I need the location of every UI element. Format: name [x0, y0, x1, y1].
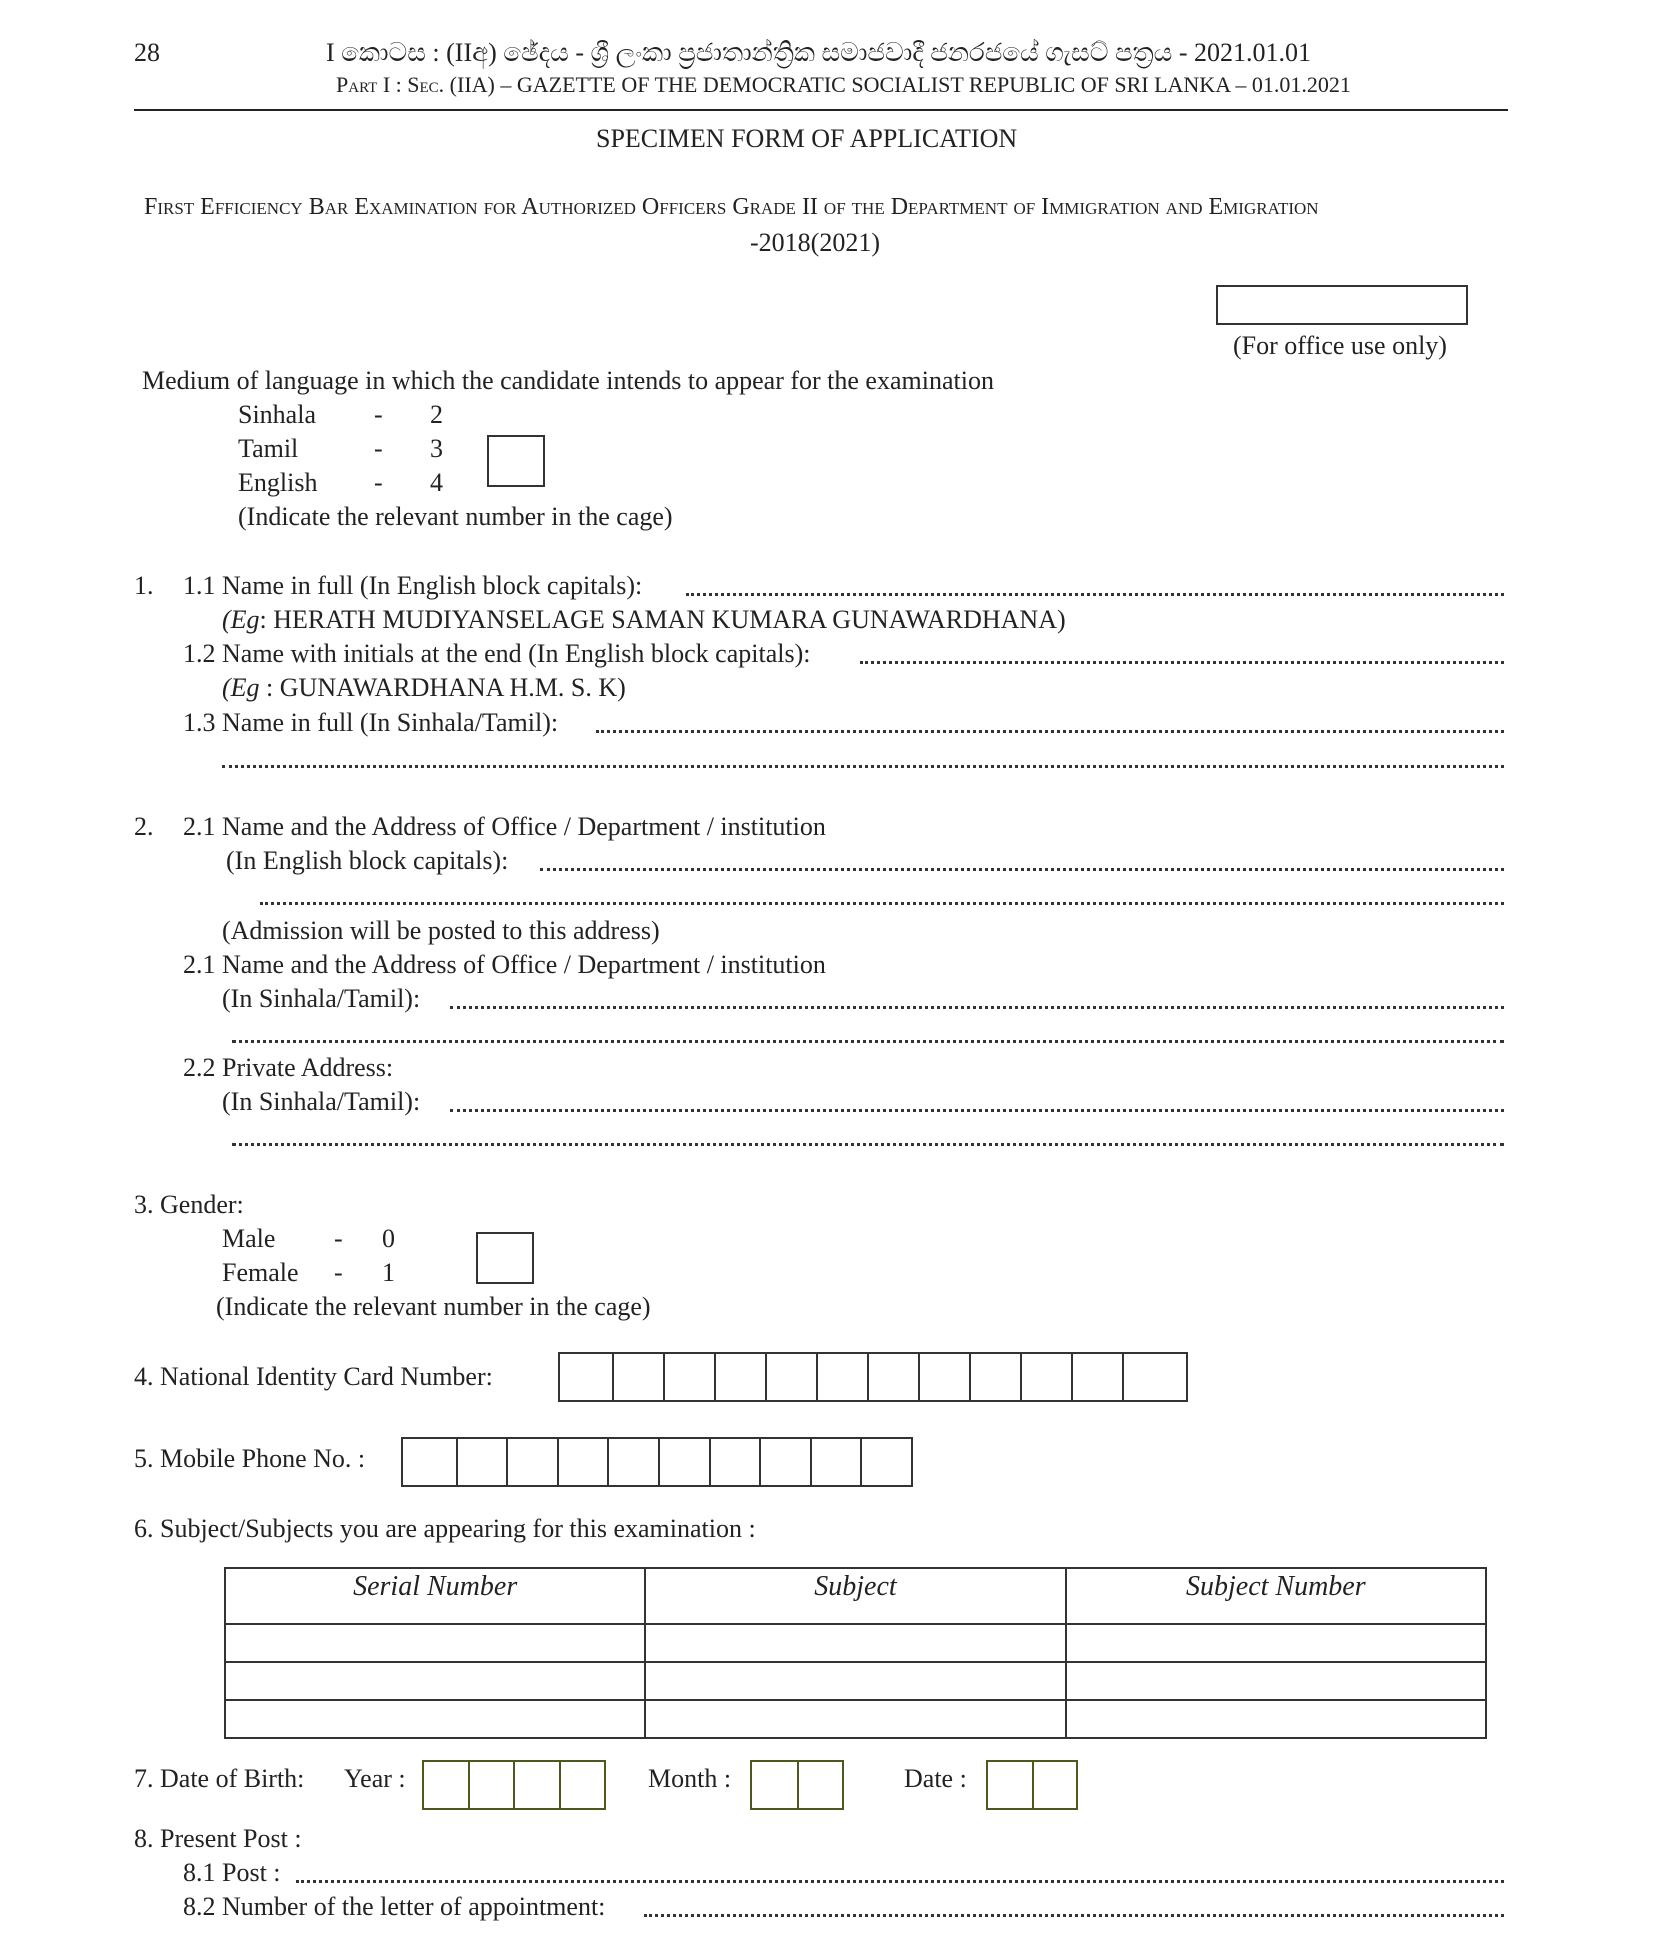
dob-year-label: Year : [344, 1764, 406, 1793]
mobile-digit-cell[interactable] [709, 1439, 760, 1485]
medium-option-label: Tamil [238, 434, 299, 463]
gender-label: 3. Gender: [134, 1190, 244, 1219]
nic-digit-cell[interactable] [918, 1354, 969, 1400]
office-address-english-field-line2[interactable] [260, 902, 1504, 905]
year-digit-cell[interactable] [513, 1762, 559, 1808]
nic-digit-cell[interactable] [765, 1354, 816, 1400]
name-initials-field[interactable] [860, 661, 1504, 664]
mobile-digit-cell[interactable] [557, 1439, 608, 1485]
mobile-label: 5. Mobile Phone No. : [134, 1444, 366, 1473]
mobile-digit-cell[interactable] [860, 1439, 911, 1485]
office-address-english-sub: (In English block capitals): [226, 846, 509, 875]
name-initials-label: 1.2 Name with initials at the end (In English block capitals): [183, 639, 811, 668]
gender-option-label: Female [222, 1258, 299, 1287]
private-address-sub: (In Sinhala/Tamil): [222, 1087, 421, 1116]
dob-month-label: Month : [648, 1764, 732, 1793]
private-address-label: 2.2 Private Address: [183, 1053, 394, 1082]
month-digit-cell[interactable] [797, 1762, 842, 1808]
mobile-digit-cell[interactable] [403, 1439, 456, 1485]
mobile-digit-cell[interactable] [506, 1439, 557, 1485]
exam-title-line2: -2018(2021) [750, 228, 880, 257]
form-heading: SPECIMEN FORM OF APPLICATION [596, 124, 1018, 153]
table-cell[interactable] [225, 1700, 645, 1738]
table-row [225, 1700, 1486, 1738]
medium-option-label: English [238, 468, 318, 497]
office-address-sinhala-field[interactable] [450, 1006, 1504, 1009]
column-header-serial-number: Serial Number [225, 1568, 645, 1624]
office-address-sinhala-label: 2.1 Name and the Address of Office / Department / institution [183, 950, 826, 979]
table-cell[interactable] [1066, 1700, 1486, 1738]
medium-prompt: Medium of language in which the candidate intends to appear for the examination [142, 366, 994, 395]
page-number: 28 [134, 38, 160, 67]
office-address-english-field[interactable] [540, 868, 1504, 871]
gender-option-dash: - [334, 1258, 343, 1287]
year-digit-cell[interactable] [559, 1762, 605, 1808]
date-digit-cell[interactable] [988, 1762, 1032, 1808]
example-text: : HERATH MUDIYANSELAGE SAMAN KUMARA GUNAWARDHANA) [259, 605, 1066, 634]
gender-note: (Indicate the relevant number in the cage) [216, 1292, 651, 1321]
office-address-sinhala-sub: (In Sinhala/Tamil): [222, 984, 421, 1013]
medium-option-code: 4 [430, 468, 443, 497]
dob-label: 7. Date of Birth: [134, 1764, 305, 1793]
nic-digit-cell[interactable] [714, 1354, 765, 1400]
exam-title-line1: First Efficiency Bar Examination for Authorized Officers Grade II of the Department of Immigration and Emigration [144, 194, 1319, 220]
office-address-sinhala-field-line2[interactable] [232, 1040, 1504, 1043]
year-digit-cell[interactable] [468, 1762, 514, 1808]
office-use-box[interactable] [1216, 285, 1468, 325]
nic-digit-cell[interactable] [867, 1354, 918, 1400]
nic-digit-cell[interactable] [560, 1354, 612, 1400]
header-rule [134, 109, 1508, 111]
section1-number: 1. [134, 571, 154, 600]
dob-date-grid[interactable] [986, 1760, 1078, 1810]
example-prefix: (Eg [222, 605, 260, 634]
appointment-letter-label: 8.2 Number of the letter of appointment: [183, 1892, 606, 1921]
nic-label: 4. National Identity Card Number: [134, 1362, 493, 1391]
table-row [225, 1662, 1486, 1700]
mobile-digit-cell[interactable] [759, 1439, 810, 1485]
medium-option-label: Sinhala [238, 400, 316, 429]
office-address-english-label: 2.1 Name and the Address of Office / Department / institution [183, 812, 826, 841]
medium-option-dash: - [374, 468, 383, 497]
header-sinhala-title: I කොටස : (IIඅ) ඡේදය - ශ්‍රී ලංකා ප්‍රජාතාන්ත්‍රික සමාජවාදී ජනරජයේ ගැසට් පත්‍රය - 2021.01.01 [326, 38, 1312, 67]
gender-cage[interactable] [476, 1232, 534, 1284]
table-cell[interactable] [1066, 1662, 1486, 1700]
nic-digit-cell[interactable] [969, 1354, 1020, 1400]
dob-year-grid[interactable] [422, 1760, 606, 1810]
table-cell[interactable] [645, 1662, 1065, 1700]
example-prefix: (Eg [222, 673, 260, 702]
nic-digit-cell[interactable] [816, 1354, 867, 1400]
table-cell[interactable] [225, 1662, 645, 1700]
medium-option-code: 2 [430, 400, 443, 429]
post-field[interactable] [296, 1880, 1504, 1883]
appointment-letter-field[interactable] [644, 1914, 1504, 1917]
name-full-english-label: 1.1 Name in full (In English block capitals): [183, 571, 643, 600]
mobile-digit-cell[interactable] [607, 1439, 658, 1485]
name-full-english-field[interactable] [686, 593, 1504, 596]
mobile-digit-cell[interactable] [456, 1439, 507, 1485]
table-row [225, 1624, 1486, 1662]
nic-digit-cell[interactable] [1071, 1354, 1122, 1400]
nic-digit-cell[interactable] [1020, 1354, 1071, 1400]
dob-date-label: Date : [904, 1764, 967, 1793]
medium-option-dash: - [374, 400, 383, 429]
gender-option-code: 1 [382, 1258, 395, 1287]
mobile-number-grid[interactable] [401, 1437, 913, 1487]
mobile-digit-cell[interactable] [658, 1439, 709, 1485]
gender-option-label: Male [222, 1224, 276, 1253]
medium-cage[interactable] [487, 435, 545, 487]
column-header-subject-number: Subject Number [1066, 1568, 1486, 1624]
column-header-subject: Subject [645, 1568, 1065, 1624]
medium-note: (Indicate the relevant number in the cage) [238, 502, 673, 531]
admission-note: (Admission will be posted to this address) [222, 916, 660, 945]
medium-option-dash: - [374, 434, 383, 463]
medium-option-code: 3 [430, 434, 443, 463]
month-digit-cell[interactable] [752, 1762, 797, 1808]
gender-option-code: 0 [382, 1224, 395, 1253]
gender-option-dash: - [334, 1224, 343, 1253]
mobile-digit-cell[interactable] [810, 1439, 861, 1485]
name-full-example [222, 605, 1066, 635]
date-digit-cell[interactable] [1032, 1762, 1076, 1808]
table-cell[interactable] [645, 1624, 1065, 1662]
private-address-field-line2[interactable] [232, 1143, 1504, 1146]
table-cell[interactable] [645, 1700, 1065, 1738]
private-address-field[interactable] [450, 1109, 1504, 1112]
header-english-title: Part I : Sec. (IIA) – GAZETTE OF THE DEMOCRATIC SOCIALIST REPUBLIC OF SRI LANKA – 01.01.2021 [336, 72, 1351, 97]
dob-month-grid[interactable] [750, 1760, 844, 1810]
name-full-sinhala-field-line2[interactable] [222, 765, 1504, 768]
example-text: : GUNAWARDHANA H.M. S. K) [259, 673, 626, 702]
year-digit-cell[interactable] [424, 1762, 468, 1808]
section2-number: 2. [134, 812, 154, 841]
nic-number-grid[interactable] [558, 1352, 1188, 1402]
subjects-label: 6. Subject/Subjects you are appearing for this examination : [134, 1514, 756, 1543]
table-cell[interactable] [1066, 1624, 1486, 1662]
post-label: 8.1 Post : [183, 1858, 281, 1887]
nic-digit-cell[interactable] [663, 1354, 714, 1400]
nic-digit-cell[interactable] [1122, 1354, 1173, 1400]
subjects-table [224, 1567, 1487, 1739]
present-post-label: 8. Present Post : [134, 1824, 302, 1853]
name-full-sinhala-field[interactable] [596, 730, 1504, 733]
name-full-sinhala-label: 1.3 Name in full (In Sinhala/Tamil): [183, 708, 559, 737]
table-cell[interactable] [225, 1624, 645, 1662]
nic-digit-cell[interactable] [612, 1354, 663, 1400]
name-initials-example [222, 673, 626, 703]
office-use-label: (For office use only) [1233, 331, 1447, 360]
